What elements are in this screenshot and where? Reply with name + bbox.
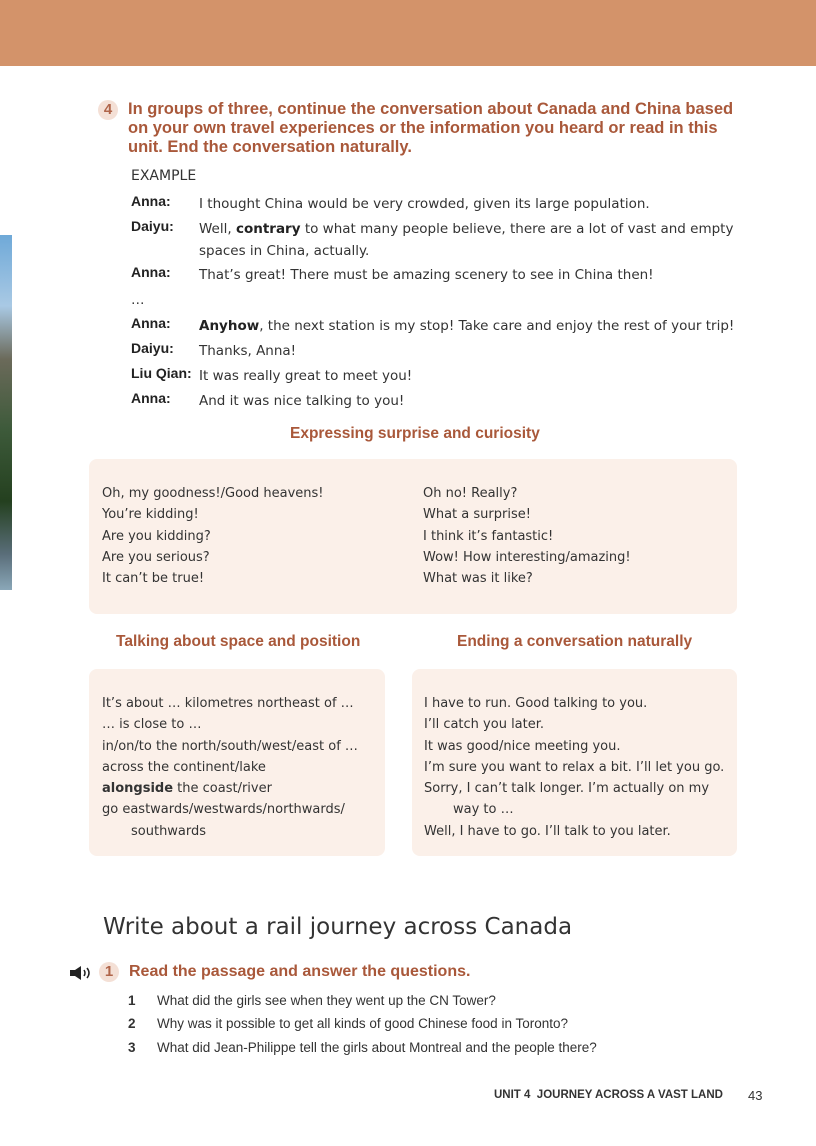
question-text: Why was it possible to get all kinds of good Chinese food in Toronto? xyxy=(157,1016,568,1031)
surprise-box xyxy=(89,459,737,614)
task-number: 4 xyxy=(98,100,118,120)
phrase xyxy=(102,821,358,842)
dialogue-line xyxy=(131,289,741,311)
phrase: way to … xyxy=(453,802,514,818)
phrase-text: the coast/river xyxy=(173,781,272,797)
question-number: 1 xyxy=(128,993,136,1008)
phrase: Are you serious? xyxy=(102,549,210,565)
line-pre: Well, xyxy=(199,221,236,237)
question-number: 2 xyxy=(128,1016,136,1031)
task-1-number: 1 xyxy=(99,962,119,982)
line-text xyxy=(199,264,741,286)
phrase-text: It’s about … kilometres northeast of … xyxy=(102,696,354,711)
phrase xyxy=(102,693,358,714)
line-text xyxy=(199,218,741,262)
phrase xyxy=(102,757,358,778)
example-label: EXAMPLE xyxy=(131,168,197,184)
phrase: I’m sure you want to relax a bit. I’ll let you go. xyxy=(424,759,725,775)
phrase: Sorry, I can’t talk longer. I’m actually on my xyxy=(424,781,710,797)
line-rest: That’s great! There must be amazing scenery to see in China then! xyxy=(199,267,654,283)
footer-unit: UNIT 4 JOURNEY ACROSS A VAST LAND xyxy=(494,1089,723,1101)
line-text xyxy=(131,289,741,311)
dialogue-line xyxy=(131,264,741,286)
phrase xyxy=(102,778,358,799)
dialogue-line xyxy=(131,340,741,362)
line-rest: It was really great to meet you! xyxy=(199,368,413,384)
phrase xyxy=(102,799,358,820)
phrase: It was good/nice meeting you. xyxy=(424,738,621,754)
edge-photo xyxy=(0,235,12,590)
key-word: contrary xyxy=(235,221,301,237)
phrase: What was it like? xyxy=(423,571,533,587)
header-band xyxy=(0,0,816,66)
line-rest: , the next station is my stop! Take care and enjoy the rest of your trip! xyxy=(259,318,735,334)
speaker: Liu Qian: xyxy=(131,365,192,381)
phrase-text: … is close to … xyxy=(102,717,202,733)
line-rest: And it was nice talking to you! xyxy=(199,393,405,409)
phrase: You’re kidding! xyxy=(102,507,199,523)
question-number: 3 xyxy=(128,1040,136,1055)
phrase: It can’t be true! xyxy=(102,571,205,587)
speaker: Anna: xyxy=(131,390,171,406)
phrase-text: across the continent/lake xyxy=(102,759,266,775)
phrase: Well, I have to go. I’ll talk to you later. xyxy=(424,823,671,839)
key-word: Anyhow xyxy=(199,318,260,334)
phrase-text: go eastwards/westwards/northwards/ xyxy=(102,802,345,818)
speaker: Anna: xyxy=(131,264,171,280)
line-text xyxy=(199,365,741,387)
phrase: I think it’s fantastic! xyxy=(423,528,554,544)
line-rest: I thought China would be very crowded, given its large population. xyxy=(199,196,650,212)
line-text xyxy=(199,390,741,412)
question-text: What did the girls see when they went up the CN Tower? xyxy=(157,993,496,1008)
question-text: What did Jean-Philippe tell the girls about Montreal and the people there? xyxy=(157,1040,597,1055)
phrase: Wow! How interesting/amazing! xyxy=(423,549,631,565)
dialogue-line xyxy=(131,218,741,262)
space-box xyxy=(89,669,385,856)
space-heading: Talking about space and position xyxy=(116,633,361,650)
dialogue-line xyxy=(131,315,741,337)
speaker: Anna: xyxy=(131,193,171,209)
phrase xyxy=(102,714,358,735)
task-title: In groups of three, continue the conversation about Canada and China based on your own travel experiences or the information you heard or read in this unit. End the conversation naturally. xyxy=(128,100,734,156)
task-4 xyxy=(98,100,738,157)
phrase: Are you kidding? xyxy=(102,528,211,544)
phrase xyxy=(102,736,358,757)
line-text xyxy=(199,315,741,337)
dialogue-line xyxy=(131,390,741,412)
ending-box xyxy=(412,669,737,856)
phrase: What a surprise! xyxy=(423,507,531,523)
speaker: Daiyu: xyxy=(131,340,174,356)
line-rest: to what many people believe, there are a lot of vast and empty spaces in China, actually. xyxy=(199,221,734,259)
surprise-heading: Expressing surprise and curiosity xyxy=(290,425,540,442)
task-1-title: Read the passage and answer the questions. xyxy=(129,963,471,980)
ending-heading: Ending a conversation naturally xyxy=(457,633,693,650)
line-rest: Thanks, Anna! xyxy=(199,343,297,359)
section-title: Write about a rail journey across Canada xyxy=(103,914,573,940)
phrase-text: southwards xyxy=(131,823,207,839)
line-text xyxy=(199,193,741,215)
line-rest: … xyxy=(131,292,145,308)
phrase: I’ll catch you later. xyxy=(424,717,545,733)
phrase: Oh no! Really? xyxy=(423,486,518,501)
line-text xyxy=(199,340,741,362)
dialogue-line xyxy=(131,193,741,215)
phrase: I have to run. Good talking to you. xyxy=(424,696,648,711)
page-number: 43 xyxy=(748,1088,763,1103)
key-word: alongside xyxy=(102,781,174,797)
speaker: Daiyu: xyxy=(131,218,174,234)
speaker: Anna: xyxy=(131,315,171,331)
audio-icon[interactable] xyxy=(70,965,94,979)
dialogue-line xyxy=(131,365,741,387)
phrase-text: in/on/to the north/south/west/east of … xyxy=(102,738,358,754)
phrase: Oh, my goodness!/Good heavens! xyxy=(102,486,324,501)
